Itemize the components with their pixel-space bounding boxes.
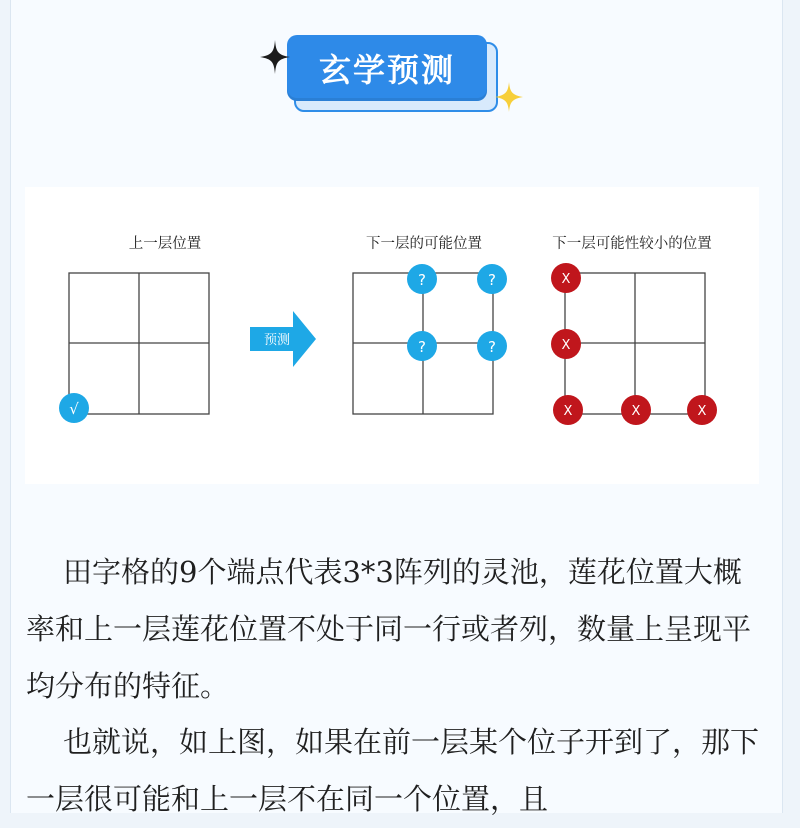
sparkle-yellow-icon bbox=[495, 82, 523, 112]
body-paragraph-2: 也就说，如上图，如果在前一层某个位子开到了，那下一层很可能和上一层不在同一个位置，且 bbox=[26, 725, 760, 816]
x-marker bbox=[551, 263, 581, 293]
body-paragraph-1: 田字格的9个端点代表3*3阵列的灵池，莲花位置大概率和上一层莲花位置不处于同一行或者列，数量上呈现平均分布的特征。 bbox=[26, 555, 752, 703]
arrow-label: 预测 bbox=[263, 332, 291, 347]
label-next-unlikely: 下一层可能性较小的位置 bbox=[552, 236, 712, 252]
section-header bbox=[0, 0, 800, 130]
question-marker bbox=[477, 264, 507, 294]
grid-next-unlikely bbox=[565, 273, 705, 414]
sparkle-black-icon bbox=[260, 40, 290, 74]
label-prev-layer: 上一层位置 bbox=[128, 236, 202, 252]
question-marker bbox=[407, 264, 437, 294]
question-marker bbox=[407, 331, 437, 361]
svg-text:X: X bbox=[561, 338, 571, 353]
svg-text:X: X bbox=[631, 404, 641, 419]
svg-text:?: ? bbox=[418, 338, 426, 356]
grid-prev bbox=[69, 273, 209, 414]
svg-text:X: X bbox=[697, 404, 707, 419]
prediction-diagram bbox=[25, 187, 759, 484]
check-marker bbox=[59, 393, 89, 423]
svg-text:?: ? bbox=[418, 271, 426, 289]
question-marker bbox=[477, 331, 507, 361]
x-marker bbox=[553, 395, 583, 425]
x-marker bbox=[551, 329, 581, 359]
x-marker bbox=[621, 395, 651, 425]
svg-text:?: ? bbox=[488, 338, 496, 356]
label-next-possible: 下一层的可能位置 bbox=[366, 236, 482, 252]
diagram-svg bbox=[25, 187, 759, 484]
svg-text:X: X bbox=[563, 404, 573, 419]
predict-arrow-icon bbox=[250, 311, 316, 367]
x-marker bbox=[687, 395, 717, 425]
svg-text:?: ? bbox=[488, 271, 496, 289]
section-title: 玄学预测 bbox=[287, 35, 487, 101]
svg-text:X: X bbox=[561, 272, 571, 287]
svg-text:√: √ bbox=[69, 400, 79, 418]
